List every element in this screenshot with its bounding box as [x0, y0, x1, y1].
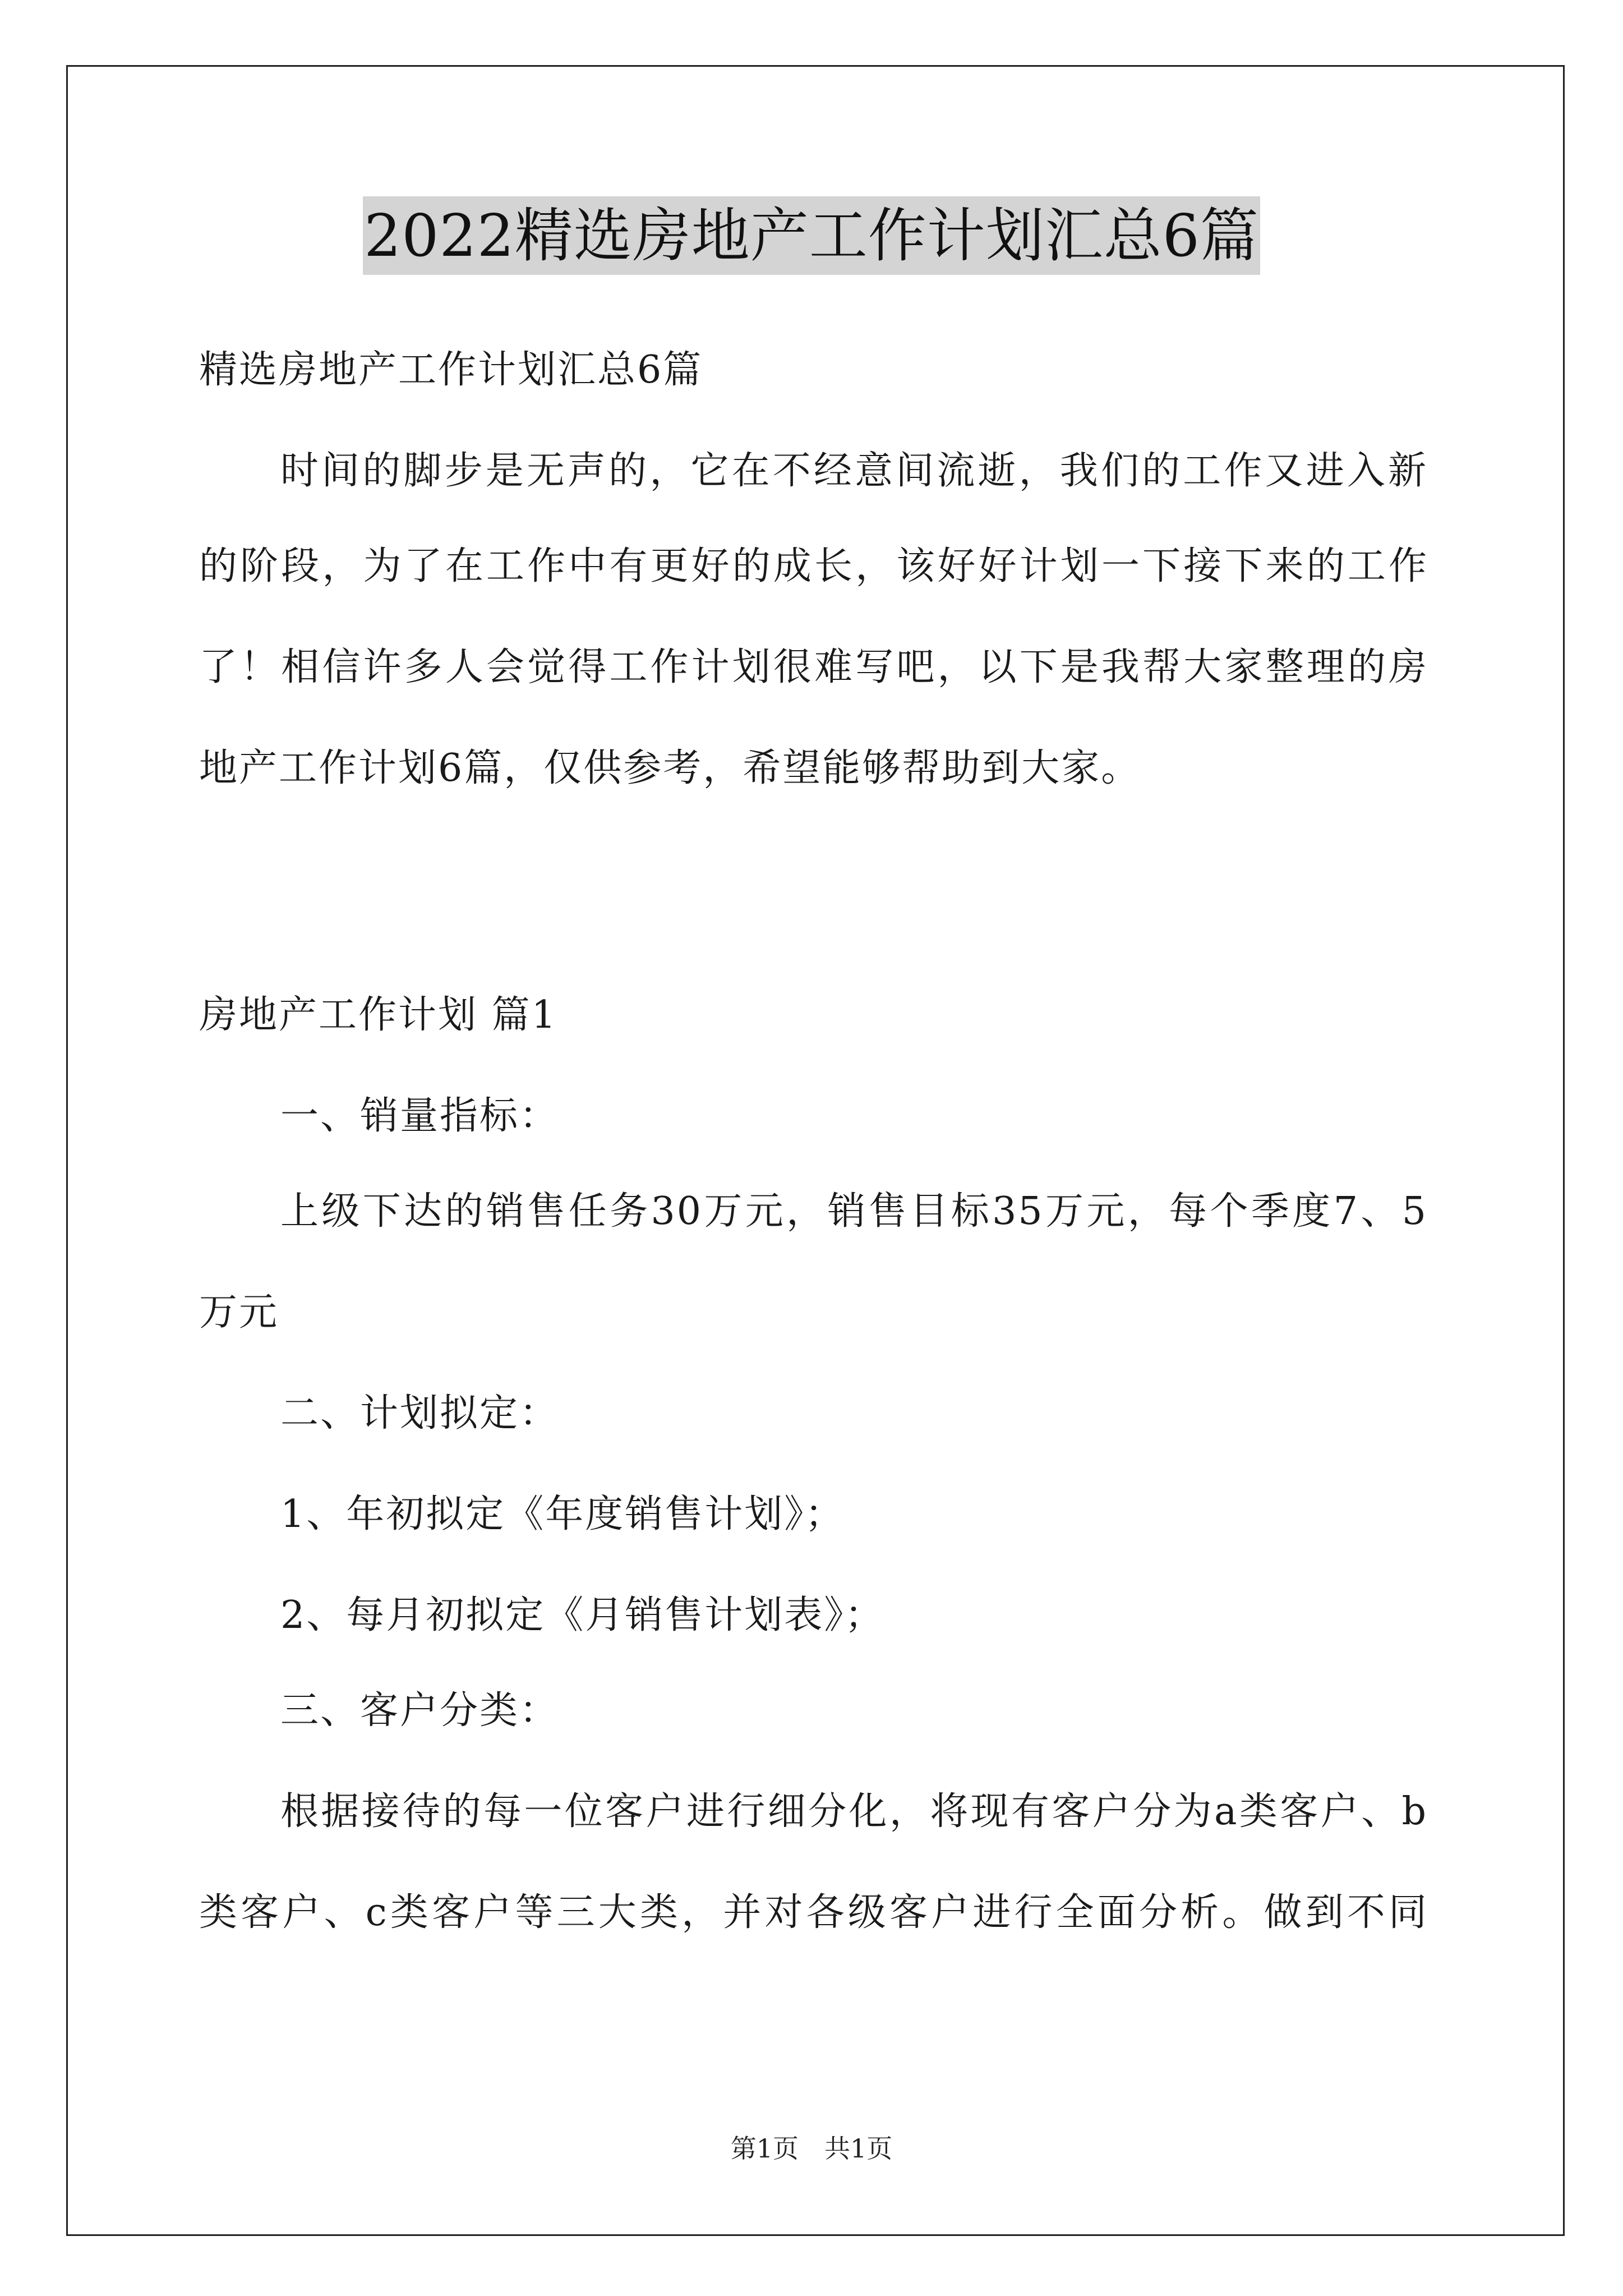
section-heading: 房地产工作计划 篇1 [199, 993, 557, 1037]
paragraph-sales-line-2: 万元 [199, 1290, 279, 1335]
plan-item-1: 1、年初拟定《年度销售计划》； [280, 1492, 845, 1536]
intro-line-1: 时间的脚步是无声的，它在不经意间流逝，我们的工作又进入新 [280, 449, 1428, 493]
heading-plan: 二、计划拟定： [280, 1391, 560, 1435]
plan-item-2: 2、每月初拟定《月销售计划表》； [280, 1593, 885, 1637]
title-container [0, 196, 1623, 275]
intro-line-3: 了！相信许多人会觉得工作计划很难写吧，以下是我帮大家整理的房 [199, 645, 1428, 689]
heading-customer: 三、客户分类： [280, 1688, 560, 1733]
intro-line-4: 地产工作计划6篇，仅供参考，希望能够帮助到大家。 [199, 746, 1141, 790]
paragraph-customer-line-1: 根据接待的每一位客户进行细分化，将现有客户分为a类客户、b [280, 1789, 1428, 1834]
document-subtitle: 精选房地产工作计划汇总6篇 [199, 348, 703, 392]
document-title: 2022精选房地产工作计划汇总6篇 [363, 196, 1260, 275]
intro-line-2: 的阶段，为了在工作中有更好的成长，该好好计划一下接下来的工作 [199, 544, 1428, 588]
paragraph-customer-line-2: 类客户、c类客户等三大类，并对各级客户进行全面分析。做到不同 [199, 1890, 1428, 1935]
page-footer: 第1页 共1页 [730, 2133, 893, 2164]
heading-sales-target: 一、销量指标： [280, 1094, 560, 1138]
paragraph-sales-line-1: 上级下达的销售任务30万元，销售目标35万元，每个季度7、5 [280, 1189, 1428, 1234]
